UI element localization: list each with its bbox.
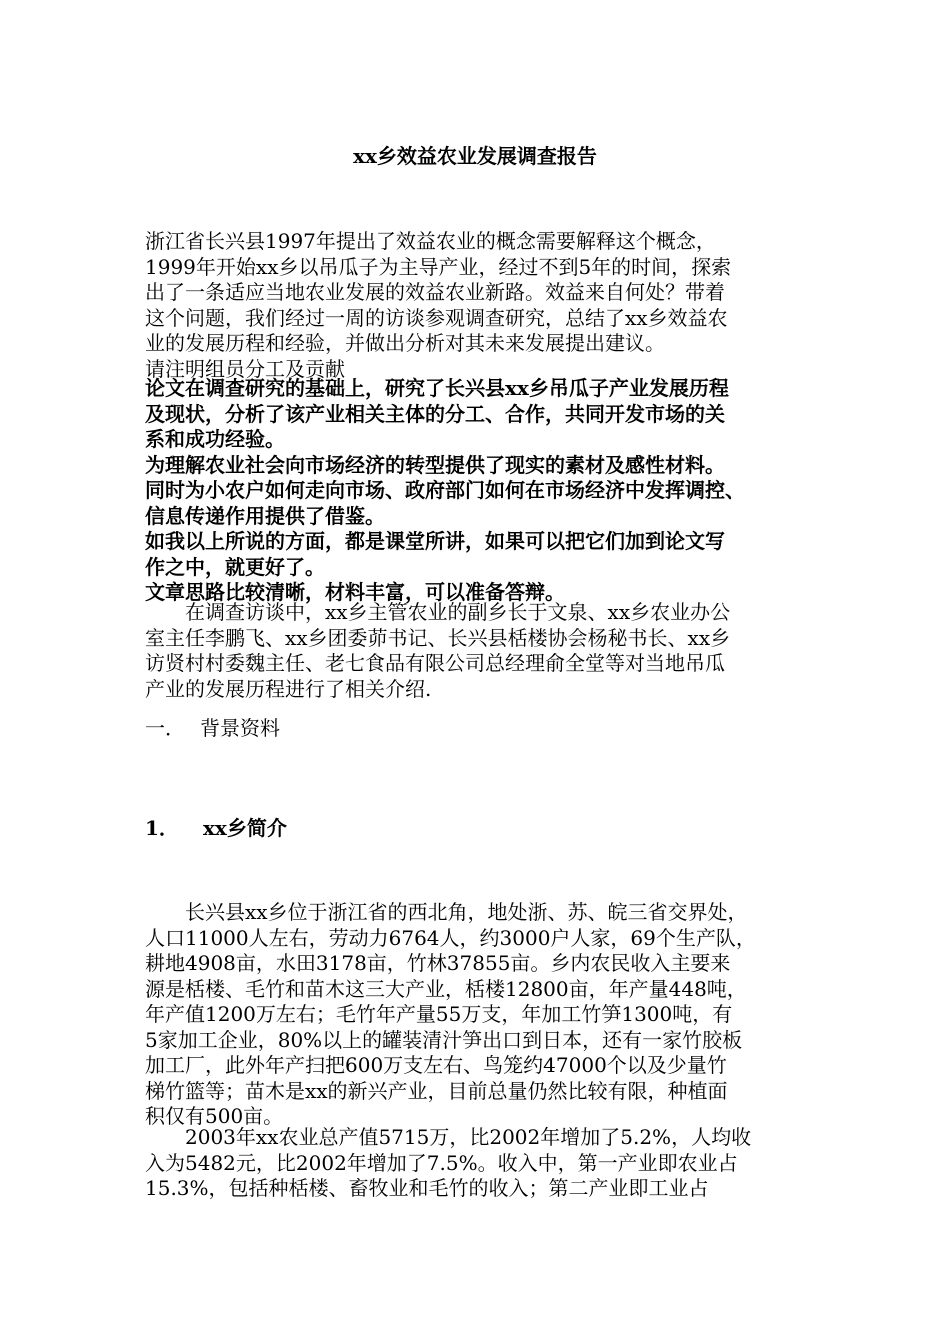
body-line: 加工厂，此外年产扫把600万支左右、鸟笼约47000个以及少量竹 (145, 1053, 727, 1077)
reviewer-comments (145, 376, 810, 606)
body-line: 长兴县xx乡位于浙江省的西北角，地处浙、苏、皖三省交界处， (145, 900, 748, 924)
comment-line: 及现状，分析了该产业相关主体的分工、合作，共同开发市场的关 (145, 401, 725, 426)
section-heading (145, 715, 280, 741)
body-line: 2003年xx农业总产值5715万，比2002年增加了5.2%，人均收 (145, 1125, 752, 1149)
intro-line: 1999年开始xx乡以吊瓜子为主导产业，经过不到5年的时间，探索 (145, 254, 732, 279)
economy-paragraph (145, 1125, 810, 1202)
comment-line: 论文在调查研究的基础上，研究了长兴县xx乡吊瓜子产业发展历程 (145, 376, 729, 400)
body-line: 源是栝楼、毛竹和苗木这三大产业，栝楼12800亩，年产量448吨， (145, 976, 747, 1001)
section-number: 一． (145, 716, 185, 740)
town-intro-paragraph (145, 900, 810, 1130)
intro-line: 浙江省长兴县1997年提出了效益农业的概念需要解释这个概念， (145, 229, 716, 253)
subsection-title: xx乡简介 (203, 816, 287, 840)
interview-paragraph (145, 600, 810, 702)
intro-line: 这个问题，我们经过一周的访谈参观调查研究，总结了xx乡效益农 (145, 305, 728, 330)
body-line: 15.3%，包括种栝楼、畜牧业和毛竹的收入；第二产业即工业占 (145, 1176, 709, 1200)
body-line: 入为5482元，比2002年增加了7.5%。收入中，第一产业即农业占 (145, 1150, 738, 1175)
intro-line: 业的发展历程和经验，并做出分析对其未来发展提出建议。 (145, 331, 665, 355)
comment-line: 作之中，就更好了。 (145, 554, 325, 579)
interview-line: 在调查访谈中，xx乡主管农业的副乡长于文泉、xx乡农业办公 (145, 600, 731, 624)
section-title: 背景资料 (200, 716, 280, 740)
interview-line: 产业的发展历程进行了相关介绍. (145, 676, 432, 701)
body-line: 梯竹篮等；苗木是xx的新兴产业，目前总量仍然比较有限，种植面 (145, 1078, 728, 1103)
contribution-note: 请注明组员分工及贡献 (145, 356, 345, 381)
interview-line: 访贤村村委魏主任、老七食品有限公司总经理俞全堂等对当地吊瓜 (145, 651, 725, 675)
comment-line: 信息传递作用提供了借鉴。 (145, 503, 385, 528)
subsection-heading (145, 815, 287, 841)
body-line: 年产值1200万左右；毛竹年产量55万支，年加工竹笋1300吨，有 (145, 1002, 733, 1026)
interview-line: 室主任李鹏飞、xx乡团委茆书记、长兴县栝楼协会杨秘书长、xx乡 (145, 625, 731, 650)
comment-line: 如我以上所说的方面，都是课堂所讲，如果可以把它们加到论文写 (145, 529, 725, 553)
comment-line: 文章思路比较清晰，材料丰富，可以准备答辩。 (145, 580, 565, 604)
subsection-number: 1． (145, 816, 179, 840)
body-line: 5家加工企业，80%以上的罐装清汁笋出口到日本，还有一家竹胶板 (145, 1027, 743, 1052)
comment-line: 同时为小农户如何走向市场、政府部门如何在市场经济中发挥调控、 (145, 478, 745, 502)
comment-line: 为理解农业社会向市场经济的转型提供了现实的素材及感性材料。 (145, 452, 725, 477)
body-line: 人口11000人左右，劳动力6764人，约3000户人家，69个生产队， (145, 925, 756, 950)
body-line: 耕地4908亩，水田3178亩，竹林37855亩。乡内农民收入主要来 (145, 951, 731, 975)
intro-paragraph (145, 229, 810, 382)
document-title: xx乡效益农业发展调查报告 (353, 144, 597, 168)
comment-line: 系和成功经验。 (145, 427, 285, 451)
body-line: 积仅有500亩。 (145, 1104, 284, 1128)
intro-line: 出了一条适应当地农业发展的效益农业新路。效益来自何处？带着 (145, 280, 725, 304)
